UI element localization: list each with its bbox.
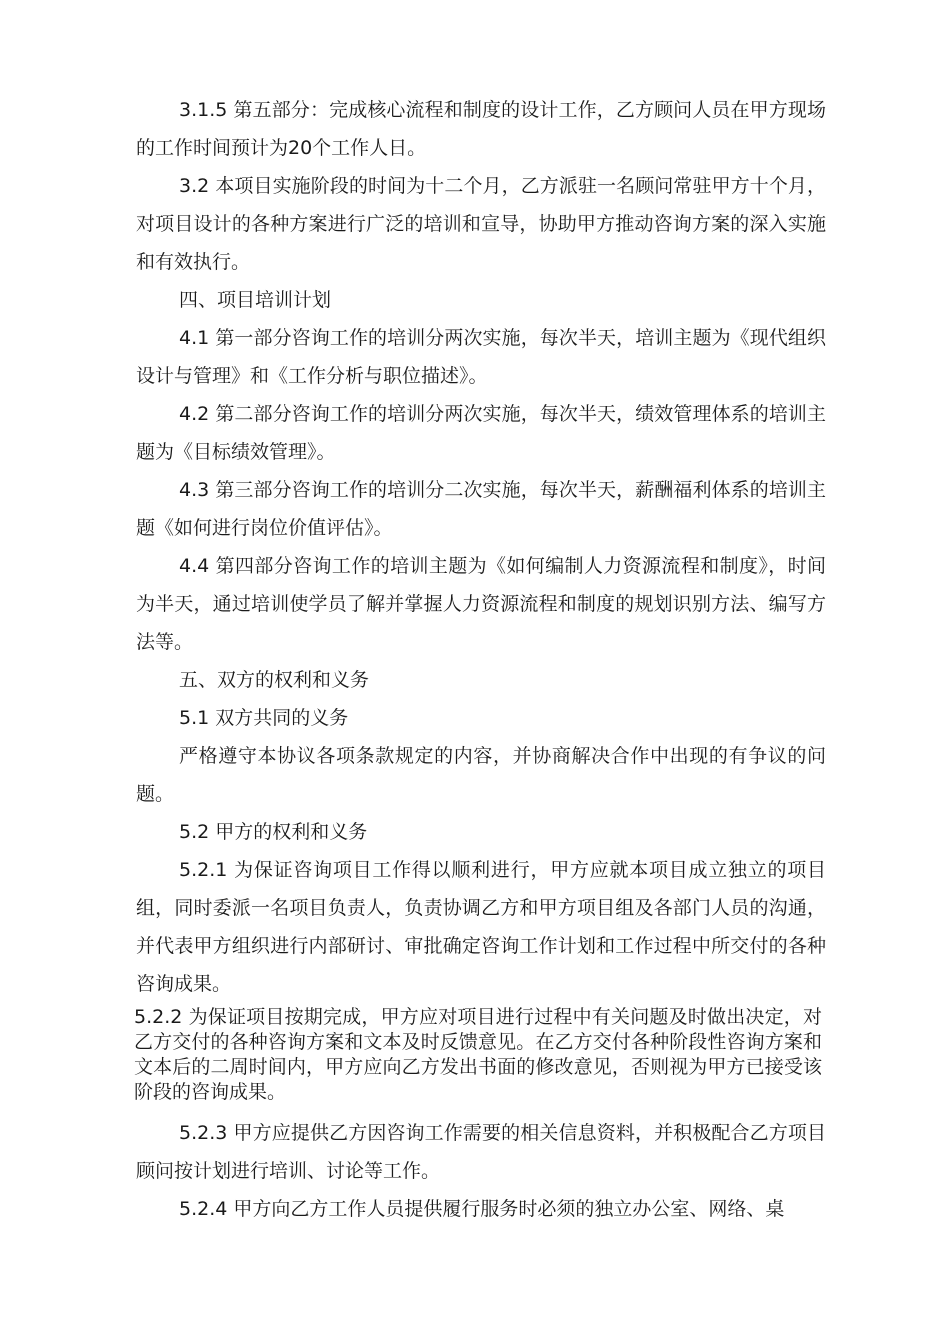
paragraph-5-2: 5.2 甲方的权利和义务	[179, 821, 368, 843]
paragraph-4-2: 4.2 第二部分咨询工作的培训分两次实施，每次半天，绩效管理体系的培训主题为《目标绩效管理》。	[136, 403, 826, 463]
heading-section-4: 四、项目培训计划	[179, 289, 332, 311]
paragraph-4-4: 4.4 第四部分咨询工作的培训主题为《如何编制人力资源流程和制度》，时间为半天，通过培训使学员了解并掌握人力资源流程和制度的规划识别方法、编写方法等。	[136, 555, 826, 653]
heading-section-5: 五、双方的权利和义务	[179, 669, 370, 691]
paragraph-4-3: 4.3 第三部分咨询工作的培训分二次实施，每次半天，薪酬福利体系的培训主题《如何进行岗位价值评估》。	[136, 479, 826, 539]
paragraph-5-2-3: 5.2.3 甲方应提供乙方因咨询工作需要的相关信息资料，并积极配合乙方项目顾问按计划进行培训、讨论等工作。	[136, 1122, 826, 1182]
paragraph-5-2-4: 5.2.4 甲方向乙方工作人员提供履行服务时必须的独立办公室、网络、桌	[179, 1198, 785, 1220]
paragraph-3-2: 3.2 本项目实施阶段的时间为十二个月，乙方派驻一名顾问常驻甲方十个月，对项目设计的各种方案进行广泛的培训和宣导，协助甲方推动咨询方案的深入实施和有效执行。	[136, 175, 826, 273]
paragraph-3-1-5: 3.1.5 第五部分：完成核心流程和制度的设计工作，乙方顾问人员在甲方现场的工作时间预计为20个工作人日。	[136, 99, 826, 159]
document-body	[136, 91, 826, 1228]
paragraph-5-1: 5.1 双方共同的义务	[179, 707, 349, 729]
paragraph-4-1: 4.1 第一部分咨询工作的培训分两次实施，每次半天，培训主题为《现代组织设计与管理》和《工作分析与职位描述》。	[136, 327, 826, 387]
paragraph-mutual-obligations: 严格遵守本协议各项条款规定的内容，并协商解决合作中出现的有争议的问题。	[136, 745, 826, 805]
paragraph-5-2-2: 5.2.2 为保证项目按期完成，甲方应对项目进行过程中有关问题及时做出决定，对乙方交付的各种咨询方案和文本及时反馈意见。在乙方交付各种阶段性咨询方案和文本后的二周时间内，甲方应向乙方发出书面的修改意见，否则视为甲方已接受该阶段的咨询成果。	[134, 1006, 822, 1103]
paragraph-5-2-1: 5.2.1 为保证咨询项目工作得以顺利进行，甲方应就本项目成立独立的项目组，同时委派一名项目负责人，负责协调乙方和甲方项目组及各部门人员的沟通，并代表甲方组织进行内部研讨、审批确定咨询工作计划和工作过程中所交付的各种咨询成果。	[136, 859, 826, 995]
